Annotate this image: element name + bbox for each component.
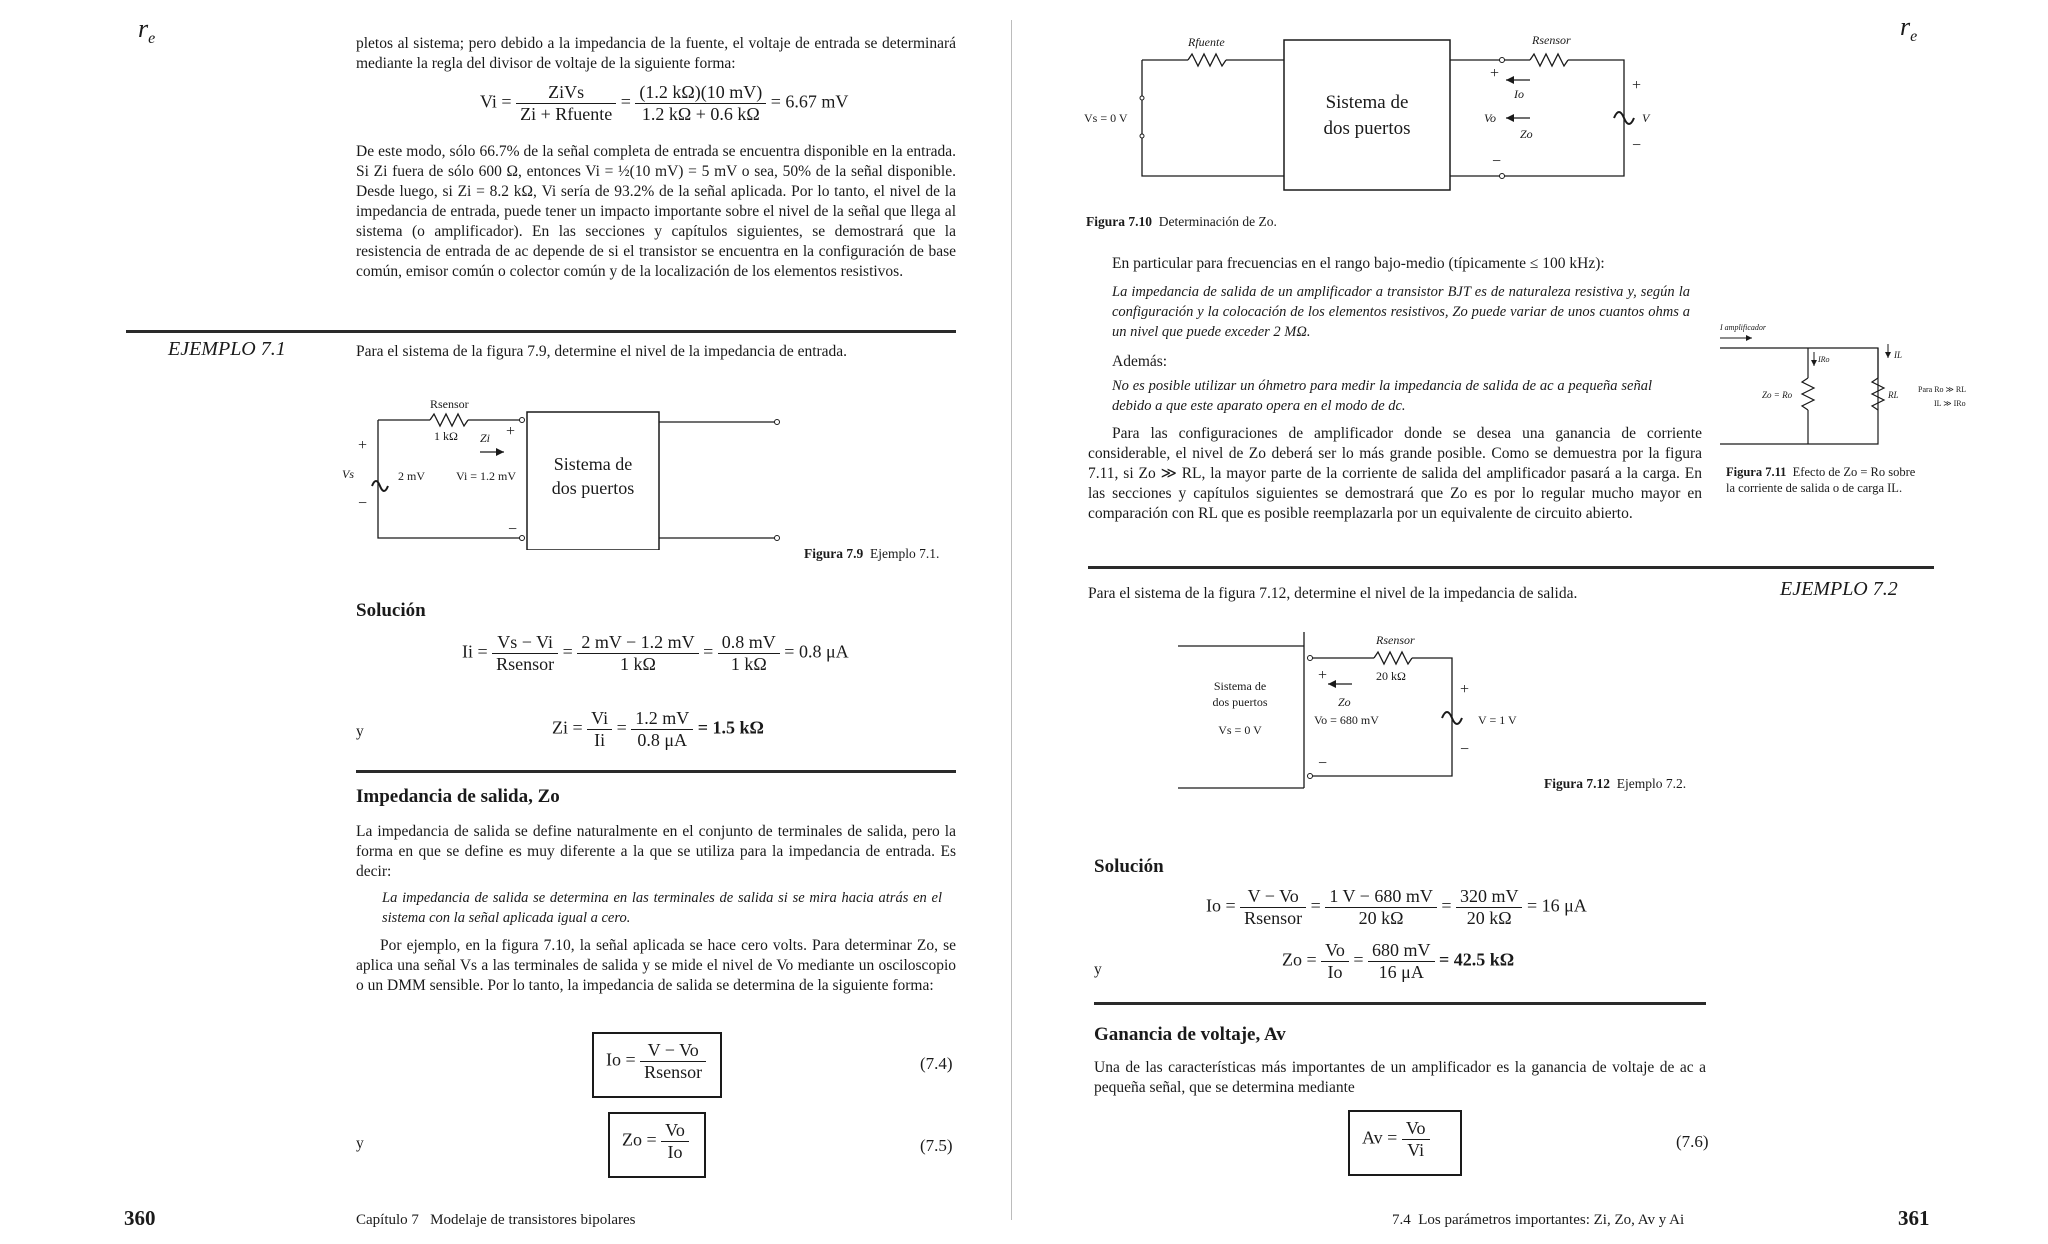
input-impedance-paragraph: De este modo, sólo 66.7% de la señal completa de entrada se encuentra disponible en la entrada. Si Zi fuera de sólo 600 Ω, entonces Vi = ½(10 mV) = 5 mV o sea, 50% de la señal disponible. Desde luego, si Zi = 8.2 kΩ, Vi sería de 93.2% de la señal aplicada. Por lo tanto, el nivel de la impedancia de entrada, puede tener un impacto importante sobre el nivel de la señal que llega al sistema (o amplificador). En las secciones y capítulos siguientes, se demostrará que la resistencia de entrada de ac depende de si el transistor se encuentra en la configuración de base común, emisor común o colector común y de la localización de los elementos resistivos.	[356, 143, 956, 280]
fig712-plus-b: +	[1460, 681, 1470, 698]
fig712-plus-a: +	[1318, 667, 1328, 684]
equation-ii: Ii = $\frac{Vs - Vi}{\text{Rsensor}}$ = $\frac{2 mV - 1.2 mV}{1 k\Omega}$ = $\frac{0.8 mV}{1 k\Omega}$ = 0.8 μA	[462, 632, 849, 674]
fig710-rsensor: Rsensor	[1532, 33, 1571, 47]
av-heading: Ganancia de voltaje, Av	[1094, 1024, 1286, 1045]
fig711-il: IL	[1894, 350, 1903, 360]
page-gutter	[1011, 20, 1012, 1220]
y-connector-left-1: y	[356, 723, 364, 740]
footer-right: 7.4 Los parámetros importantes: Zi, Zo, Av y Ai	[1392, 1212, 1685, 1228]
fig79-minus-bottom: −	[508, 521, 518, 538]
fig711-iro: IRo	[1818, 355, 1830, 364]
fig79-system-line2: dos puertos	[551, 478, 635, 498]
fig710-vs0: Vs = 0 V	[1084, 111, 1128, 125]
equation-7-5-tag: (7.5)	[920, 1136, 953, 1155]
example-7-1-label: EJEMPLO 7.1	[168, 338, 286, 360]
example-rule	[126, 330, 956, 333]
av-section-rule	[1094, 1002, 1706, 1005]
zo-definition: La impedancia de salida se determina en las terminales de salida si se mira hacia atrás en el sistema con la señal aplicada igual a cero.	[382, 890, 942, 926]
ademas-label: Además:	[1112, 353, 1168, 370]
fig712-vs0: Vs = 0 V	[1218, 723, 1262, 737]
zo-heading: Impedancia de salida, Zo	[356, 786, 560, 807]
fig710-zo: Zo	[1520, 127, 1533, 141]
fig710-rfuente: Rfuente	[1188, 35, 1225, 49]
page-number-left: 360	[124, 1206, 156, 1230]
figure-7-11-caption: Figura 7.11 Efecto de Zo = Ro sobre la corriente de salida o de carga IL.	[1726, 465, 1916, 495]
figure-7-12-circuit	[1170, 624, 1530, 794]
fig710-plus-b: +	[1632, 77, 1642, 94]
figure-7-9-circuit	[330, 390, 800, 550]
fig79-minus-left: −	[358, 495, 368, 512]
fig711-rl: RL	[1888, 390, 1899, 400]
fig79-system-line1: Sistema de	[553, 454, 633, 474]
figure-7-10-caption: Figura 7.10 Determinación de Zo.	[1086, 214, 1277, 229]
fig79-vs: Vs	[342, 467, 354, 481]
fig710-io: Io	[1514, 87, 1524, 101]
equation-vi-divider: Vi = $\frac{\text{ZiVs}}{\text{Zi + Rfuente}}$ = $\frac{(1.2 k\Omega)(10 mV)}{1.2 k\Omega + 0.6 k\Omega}$ = 6.67 mV	[480, 82, 849, 124]
fig79-plus-top: +	[506, 423, 516, 440]
figure-7-10-circuit	[1084, 26, 1664, 196]
fig711-note1: Para Ro ≫ RL	[1918, 385, 1967, 394]
solucion-heading-right: Solución	[1094, 856, 1164, 877]
equation-zi: Zi = $\frac{Vi}{Ii}$ = $\frac{1.2 mV}{0.8 \mu A}$ = 1.5 kΩ	[552, 708, 764, 750]
figure-7-11-circuit	[1718, 318, 2018, 458]
right-header-glyph: $r_e$	[1900, 12, 1918, 46]
fig712-v: V = 1 V	[1478, 713, 1517, 727]
fig712-rval: 20 kΩ	[1376, 669, 1406, 683]
zo-section-rule	[356, 770, 956, 773]
fig711-iamp: I amplificador	[1720, 323, 1766, 332]
zo-paragraph-2: Por ejemplo, en la figura 7.10, la señal aplicada se hace cero volts. Para determinar Zo, se aplica una señal Vs a las terminales de salida y se mide el nivel de Vo mediante un osciloscopio o un DMM sensible. Por lo tanto, la impedancia de salida se determina de la siguiente forma:	[356, 937, 956, 994]
fig79-zi: Zi	[480, 431, 491, 445]
equation-7-5: Zo = $\frac{Vo}{Io}$	[622, 1120, 689, 1163]
fig712-minus-b: −	[1460, 741, 1470, 758]
amplifier-paragraph: Para las configuraciones de amplificador donde se desea una ganancia de corriente considerable, el nivel de Zo deberá ser lo más grande posible. Como se demuestra por la figura 7.11, si Zo ≫ RL, la mayor parte de la corriente de salida del amplificador pasará a la carga. En las secciones y capítulos siguientes se demostrará que Zo es por lo regular mucho mayor en comparación con RL que es posible reemplazarla por un equivalente de circuito abierto.	[1088, 425, 1702, 522]
fig711-note2: IL ≫ IRo	[1934, 399, 1966, 408]
fig712-minus-a: −	[1318, 755, 1328, 772]
example-rule-right	[1088, 566, 1934, 569]
fig710-vo: Vo	[1484, 111, 1496, 125]
bjt-output-definition: La impedancia de salida de un amplificador a transistor BJT es de naturaleza resistiva y, según la configuración y la colocación de los elementos resistivos, Zo puede variar de unos cuantos ohms a un nivel que puede exceder 2 MΩ.	[1112, 284, 1690, 340]
fig712-vo: Vo = 680 mV	[1314, 713, 1379, 727]
fig710-system-line1: Sistema de	[1325, 92, 1409, 113]
intro-paragraph: pletos al sistema; pero debido a la impedancia de la fuente, el voltaje de entrada se determinará mediante la regla del divisor de voltaje de la siguiente forma:	[356, 35, 956, 72]
fig710-minus-b: −	[1632, 137, 1642, 154]
fig79-vi: Vi = 1.2 mV	[456, 469, 517, 483]
fig712-rsensor: Rsensor	[1376, 633, 1415, 647]
footer-left: Capítulo 7 Modelaje de transistores bipolares	[356, 1212, 636, 1228]
figure-7-12-caption: Figura 7.12 Ejemplo 7.2.	[1544, 776, 1687, 791]
example-7-2-label: EJEMPLO 7.2	[1780, 578, 1898, 600]
fig79-rsensor: Rsensor	[430, 397, 469, 411]
equation-7-4: Io = $\frac{V - Vo}{\text{Rsensor}}$	[606, 1040, 706, 1083]
frequency-paragraph: En particular para frecuencias en el rango bajo-medio (típicamente ≤ 100 kHz):	[1112, 255, 1605, 272]
example-7-2-text: Para el sistema de la figura 7.12, determine el nivel de la impedancia de salida.	[1088, 585, 1578, 602]
fig710-v: V	[1642, 111, 1650, 125]
fig712-system-line1: Sistema de	[1213, 679, 1267, 693]
fig79-vsval: 2 mV	[398, 469, 425, 483]
y-connector-right: y	[1094, 961, 1102, 978]
equation-7-6-tag: (7.6)	[1676, 1132, 1709, 1151]
solucion-heading-left: Solución	[356, 600, 426, 621]
figure-7-9-caption: Figura 7.9 Ejemplo 7.1.	[804, 546, 940, 561]
fig710-plus-a: +	[1490, 65, 1500, 82]
fig712-system-line2: dos puertos	[1212, 695, 1268, 709]
ohmmeter-definition: No es posible utilizar un óhmetro para medir la impedancia de salida de ac a pequeña señal debido a que este aparato opera en el modo de dc.	[1112, 378, 1652, 414]
equation-7-4-tag: (7.4)	[920, 1054, 953, 1073]
equation-zo: Zo = $\frac{Vo}{Io}$ = $\frac{680 mV}{16 \mu A}$ = 42.5 kΩ	[1282, 940, 1515, 982]
left-header-glyph: $r_e$	[138, 14, 156, 48]
fig710-minus-a: −	[1492, 153, 1502, 170]
fig712-zo: Zo	[1338, 695, 1351, 709]
fig711-zo: Zo = Ro	[1762, 390, 1793, 400]
page-number-right: 361	[1898, 1206, 1930, 1230]
fig79-rval: 1 kΩ	[434, 429, 458, 443]
equation-7-6: Av = $\frac{Vo}{Vi}$	[1362, 1118, 1430, 1161]
fig79-plus-left: +	[358, 437, 368, 454]
av-paragraph: Una de las características más importantes de un amplificador es la ganancia de voltaje de ac a pequeña señal, que se determina mediante	[1094, 1059, 1706, 1096]
zo-paragraph: La impedancia de salida se define naturalmente en el conjunto de terminales de salida, pero la forma en que se define es muy diferente a la que se utiliza para la impedancia de entrada. Es decir:	[356, 823, 956, 880]
example-7-1-text: Para el sistema de la figura 7.9, determine el nivel de la impedancia de entrada.	[356, 343, 848, 360]
equation-io: Io = $\frac{V - Vo}{\text{Rsensor}}$ = $\frac{1 V - 680 mV}{20 k\Omega}$ = $\frac{320 mV}{20 k\Omega}$ = 16 μA	[1206, 886, 1587, 928]
fig710-system-line2: dos puertos	[1323, 118, 1411, 139]
y-connector-left-2: y	[356, 1135, 364, 1152]
